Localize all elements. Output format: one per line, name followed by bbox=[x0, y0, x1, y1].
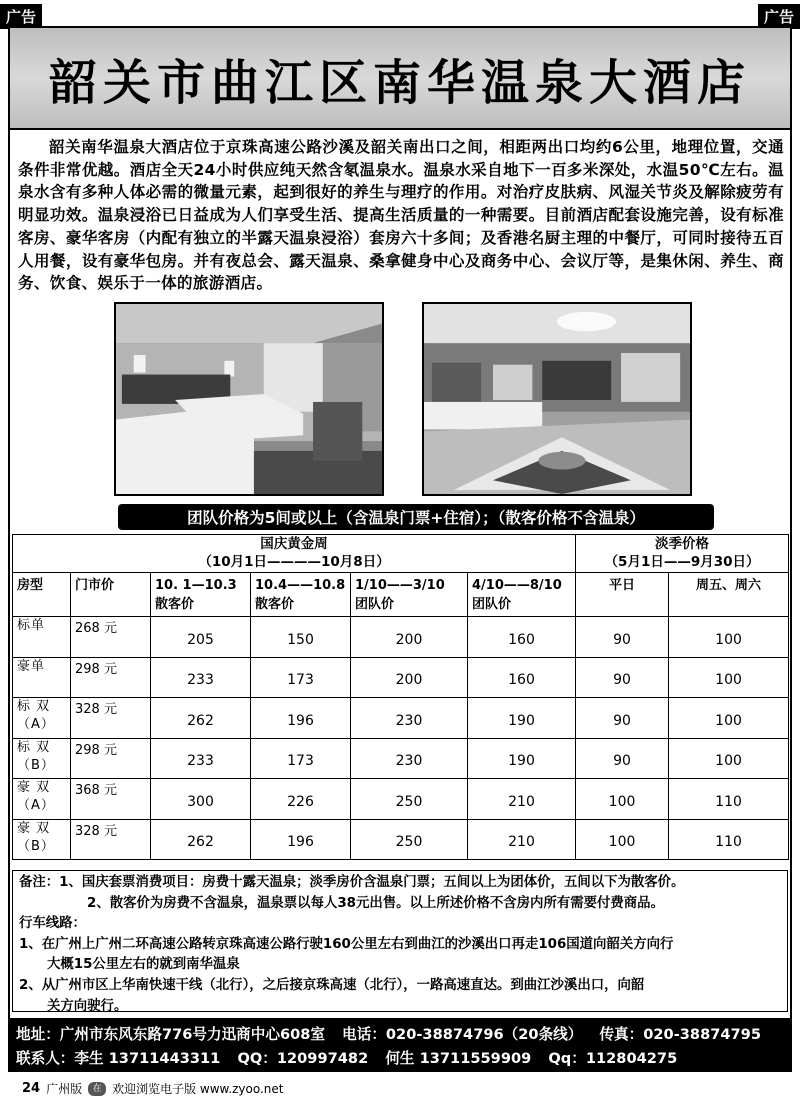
room-type-cell: 标 双 （B） bbox=[13, 738, 71, 779]
col-weekend: 周五、周六 bbox=[669, 573, 789, 617]
table-row bbox=[13, 819, 789, 860]
table-row bbox=[13, 657, 789, 698]
group-header-row bbox=[13, 535, 789, 573]
golden-week-header bbox=[13, 535, 576, 573]
route-title: 行车线路： bbox=[19, 916, 86, 932]
price-cell: 262 bbox=[151, 819, 251, 860]
notes-box bbox=[12, 870, 788, 1012]
qq-2: Qq：112804275 bbox=[548, 1050, 678, 1067]
qq-1: QQ：120997482 bbox=[237, 1050, 369, 1067]
price-cell: 173 bbox=[251, 738, 351, 779]
page-footer bbox=[22, 1080, 283, 1097]
table-row bbox=[13, 698, 789, 739]
room-type-cell: 豪 双 （B） bbox=[13, 819, 71, 860]
golden-week-title: 国庆黄金周 bbox=[260, 536, 328, 552]
rack-rate-cell: 298 元 bbox=[71, 657, 151, 698]
route-2-line-a: 2、从广州市区上华南快速干线（北行），之后接京珠高速（北行），一路高速直达。到曲江沙溪出口，向韶 bbox=[19, 977, 645, 993]
price-cell: 196 bbox=[251, 698, 351, 739]
remark-1: 备注：1、国庆套票消费项目：房费十露天温泉；淡季房价含温泉门票；五间以上为团体价，五间以下为散客价。 bbox=[19, 875, 685, 890]
price-cell: 90 bbox=[576, 617, 669, 658]
price-cell: 173 bbox=[251, 657, 351, 698]
room-type-cell: 豪单 bbox=[13, 657, 71, 698]
column-header-row bbox=[13, 573, 789, 617]
contact-line-2 bbox=[16, 1047, 784, 1071]
price-cell: 110 bbox=[669, 779, 789, 820]
fax: 传真：020-38874795 bbox=[599, 1026, 761, 1043]
hotel-title: 韶关市曲江区南华温泉大酒店 bbox=[48, 54, 751, 111]
edition-label: 广州版 bbox=[46, 1082, 83, 1096]
off-season-title: 淡季价格 bbox=[655, 536, 710, 552]
price-cell: 190 bbox=[468, 698, 576, 739]
rack-rate-cell: 328 元 bbox=[71, 819, 151, 860]
price-cell: 110 bbox=[669, 819, 789, 860]
price-cell: 205 bbox=[151, 617, 251, 658]
price-cell: 233 bbox=[151, 738, 251, 779]
address: 地址：广州市东风东路776号力迅商中心608室 bbox=[16, 1026, 326, 1043]
contact-person-1: 联系人：李生 13711443311 bbox=[16, 1050, 221, 1067]
price-cell: 230 bbox=[351, 698, 468, 739]
price-cell: 100 bbox=[669, 698, 789, 739]
contact-line-1 bbox=[16, 1023, 784, 1047]
price-cell: 100 bbox=[669, 617, 789, 658]
col-oct4-8: 10.4——10.8 散客价 bbox=[251, 573, 351, 617]
price-cell: 160 bbox=[468, 657, 576, 698]
ad-tag-left: 广告 bbox=[0, 4, 42, 29]
price-cell: 262 bbox=[151, 698, 251, 739]
price-cell: 190 bbox=[468, 738, 576, 779]
price-cell: 200 bbox=[351, 617, 468, 658]
price-cell: 150 bbox=[251, 617, 351, 658]
ad-tag-right: 广告 bbox=[758, 4, 800, 29]
table-row bbox=[13, 738, 789, 779]
room-photo bbox=[114, 302, 384, 496]
price-cell: 100 bbox=[576, 779, 669, 820]
title-band bbox=[8, 26, 792, 130]
lobby-photo bbox=[422, 302, 692, 496]
price-cell: 100 bbox=[669, 657, 789, 698]
price-cell: 226 bbox=[251, 779, 351, 820]
col-room-type: 房型 bbox=[13, 573, 71, 617]
table-row bbox=[13, 617, 789, 658]
contact-bar bbox=[8, 1018, 792, 1072]
room-type-cell: 标单 bbox=[13, 617, 71, 658]
price-cell: 160 bbox=[468, 617, 576, 658]
rack-rate-cell: 298 元 bbox=[71, 738, 151, 779]
room-type-cell: 豪 双 （A） bbox=[13, 779, 71, 820]
footer-slogan: 欢迎浏览电子版 www.zyoo.net bbox=[112, 1082, 284, 1096]
col-rack-rate: 门市价 bbox=[71, 573, 151, 617]
price-cell: 200 bbox=[351, 657, 468, 698]
table-row bbox=[13, 779, 789, 820]
golden-week-dates: （10月1日————10月8日） bbox=[198, 554, 390, 570]
price-cell: 210 bbox=[468, 819, 576, 860]
price-cell: 230 bbox=[351, 738, 468, 779]
route-1-line-a: 1、在广州上广州二环高速公路转京珠高速公路行驶160公里左右到曲江的沙溪出口再走106国道向韶关方向行 bbox=[19, 936, 674, 952]
route-2-line-b: 关方向驶行。 bbox=[47, 998, 128, 1014]
col-jan-mar: 1/10——3/10 团队价 bbox=[351, 573, 468, 617]
contact-person-2: 何生 13711559909 bbox=[385, 1050, 532, 1067]
price-cell: 90 bbox=[576, 738, 669, 779]
price-rows bbox=[13, 617, 789, 860]
route-1-line-b: 大概15公里左右的就到南华温泉 bbox=[47, 957, 240, 973]
price-cell: 90 bbox=[576, 657, 669, 698]
page-number: 24 bbox=[22, 1081, 41, 1096]
lobby-photo-image bbox=[424, 304, 690, 494]
col-apr-aug: 4/10——8/10 团队价 bbox=[468, 573, 576, 617]
price-cell: 100 bbox=[576, 819, 669, 860]
col-oct1-3: 10. 1—10.3 散客价 bbox=[151, 573, 251, 617]
publisher-logo-icon: 在 bbox=[88, 1082, 106, 1096]
room-type-cell: 标 双 （A） bbox=[13, 698, 71, 739]
intro-paragraph: 韶关南华温泉大酒店位于京珠高速公路沙溪及韶关南出口之间，相距两出口均约6公里，地理位置，交通条件非常优越。酒店全天24小时供应纯天然含氡温泉水。温泉水采自地下一百多米深处，水温50℃左右。温泉水含有多种人体必需的微量元素，起到很好的养生与理疗的作用。对治疗皮肤病、风湿关节炎及解除疲劳有明显功效。温泉浸浴已日益成为人们享受生活、提高生活质量的一种需要。目前酒店配套设施完善，设有标准客房、豪华客房（内配有独立的半露天温泉浸浴）套房六十多间；及香港名厨主理的中餐厅，可同时接待五百人用餐，设有豪华包房。并有夜总会、露天温泉、桑拿健身中心及商务中心、会议厅等，是集休闲、养生、商务、饮食、娱乐于一体的旅游酒店。 bbox=[18, 138, 784, 293]
pricing-banner: 团队价格为5间或以上（含温泉门票+住宿）；（散客价格不含温泉） bbox=[118, 504, 714, 530]
phone: 电话：020-38874796（20条线） bbox=[342, 1026, 583, 1043]
price-cell: 90 bbox=[576, 698, 669, 739]
off-season-dates: （5月1日——9月30日） bbox=[604, 554, 760, 570]
col-weekday: 平日 bbox=[576, 573, 669, 617]
price-cell: 233 bbox=[151, 657, 251, 698]
price-cell: 300 bbox=[151, 779, 251, 820]
off-season-header bbox=[576, 535, 789, 573]
room-photo-image bbox=[116, 304, 382, 494]
price-table bbox=[12, 534, 789, 860]
price-cell: 250 bbox=[351, 819, 468, 860]
remark-2: 2、散客价为房费不含温泉，温泉票以每人38元出售。以上所述价格不含房内所有需要付费商品。 bbox=[87, 895, 664, 911]
rack-rate-cell: 268 元 bbox=[71, 617, 151, 658]
price-cell: 250 bbox=[351, 779, 468, 820]
rack-rate-cell: 328 元 bbox=[71, 698, 151, 739]
price-cell: 196 bbox=[251, 819, 351, 860]
rack-rate-cell: 368 元 bbox=[71, 779, 151, 820]
price-cell: 210 bbox=[468, 779, 576, 820]
price-cell: 100 bbox=[669, 738, 789, 779]
